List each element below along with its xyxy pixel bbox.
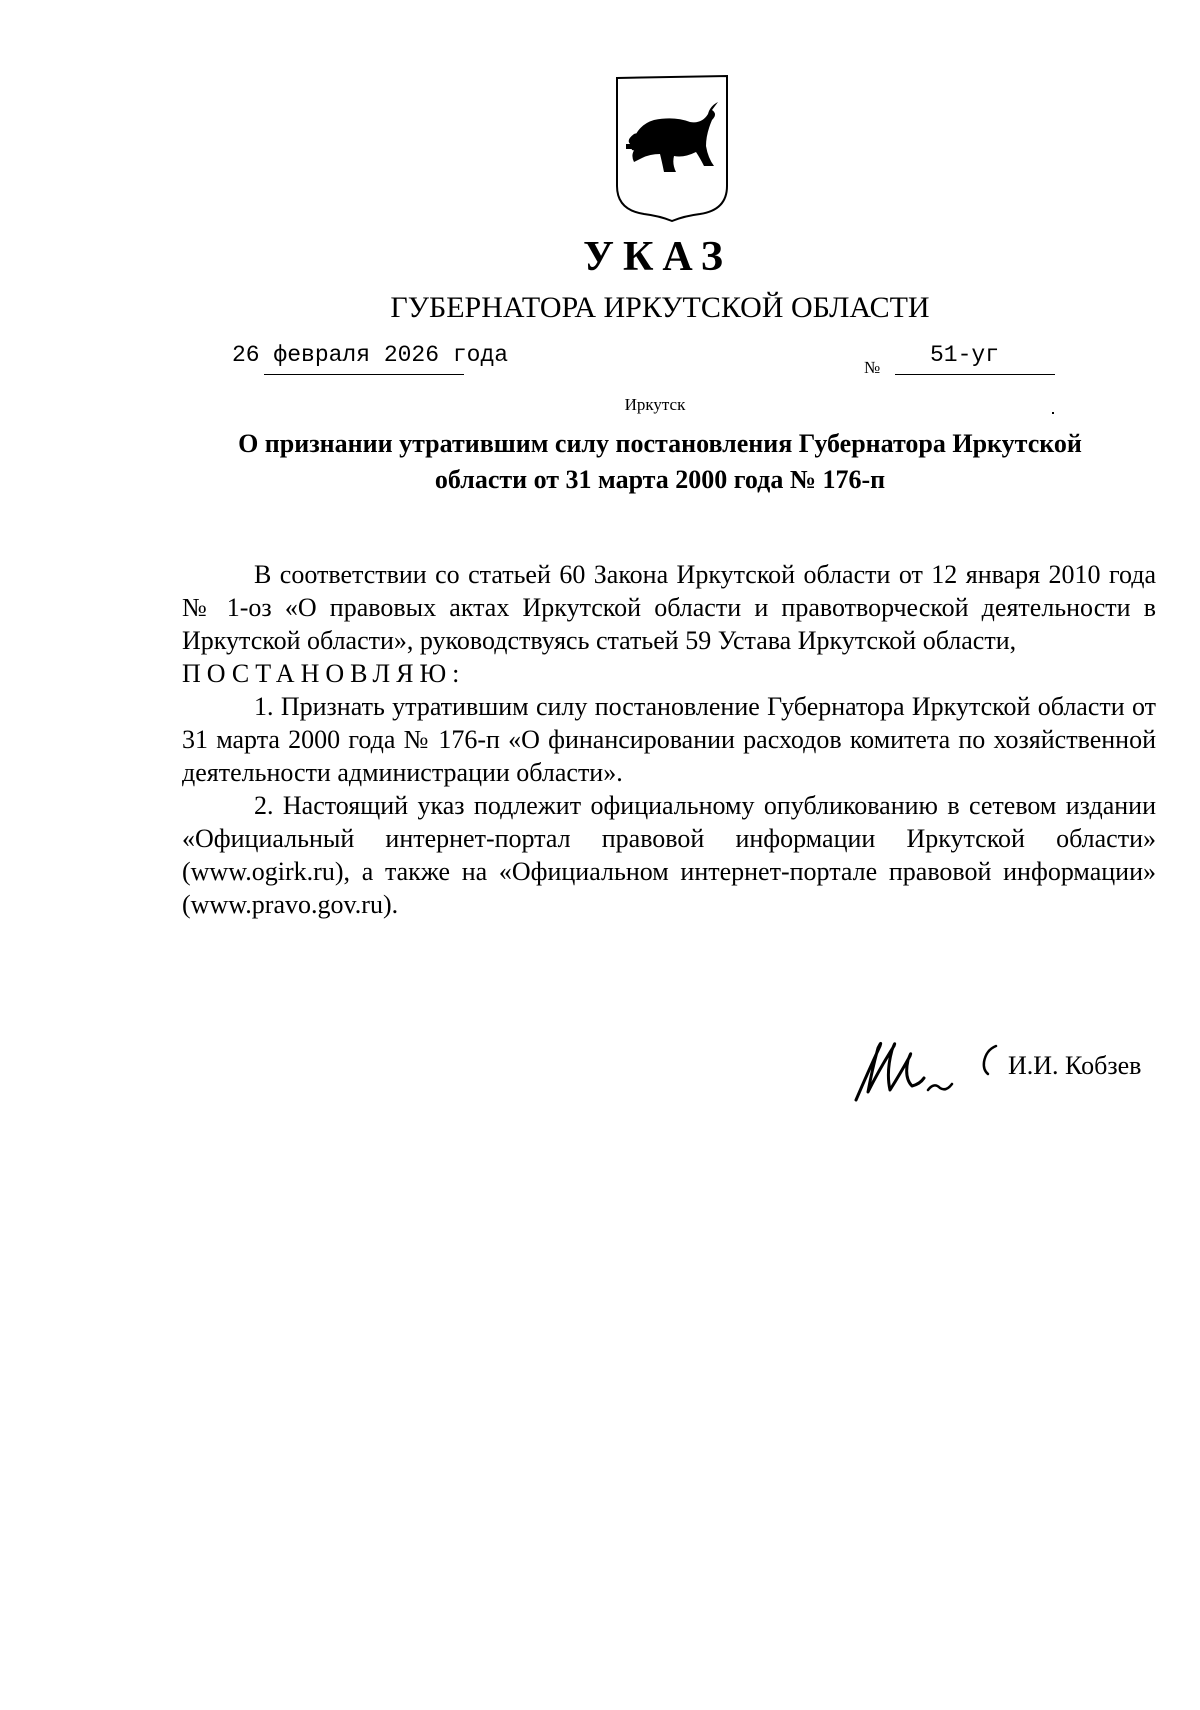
clause-1: 1. Признать утратившим силу постановление Губернатора Иркутской области от 31 марта 2000 года № 176-п «О финансировании расходов комитета по хозяйственной деятельности администрации области». <box>182 692 1156 787</box>
signer-name: И.И. Кобзев <box>1008 1051 1142 1080</box>
issuer-title: ГУБЕРНАТОРА ИРКУТСКОЙ ОБЛАСТИ <box>390 291 930 324</box>
clause-2: 2. Настоящий указ подлежит официальному опубликованию в сетевом издании «Официальный интернет-портал правовой информации Иркутской области» (www.ogirk.ru), а также на «Официальном интернет-портале правовой информации» (www.pravo.gov.ru). <box>182 791 1156 919</box>
document-number: 51-уг <box>930 342 1000 368</box>
resolve-heading: ПОСТАНОВЛЯЮ: <box>182 659 466 688</box>
document-subject: О признании утратившим силу постановления Губернатора Иркутской области от 31 марта 2000 года № 176-п <box>238 429 1082 494</box>
number-underline <box>895 374 1055 375</box>
date-underline <box>264 374 464 375</box>
document-body <box>182 558 1156 921</box>
handwritten-signature <box>850 1026 1000 1106</box>
document-type-title: УКАЗ <box>583 234 732 280</box>
signature-block <box>850 1026 1170 1106</box>
number-sign: № <box>864 358 881 377</box>
preamble-paragraph: В соответствии со статьей 60 Закона Иркутской области от 12 января 2010 года № 1-оз «О правовых актах Иркутской области и правотворческой деятельности в Иркутской области», руководствуясь статьей 59 Устава Иркутской области, <box>182 560 1156 655</box>
scan-dot <box>1052 412 1054 414</box>
city-label: Иркутск <box>624 395 686 414</box>
coat-of-arms-icon <box>614 74 730 222</box>
document-date: 26 февраля 2026 года <box>232 342 509 368</box>
